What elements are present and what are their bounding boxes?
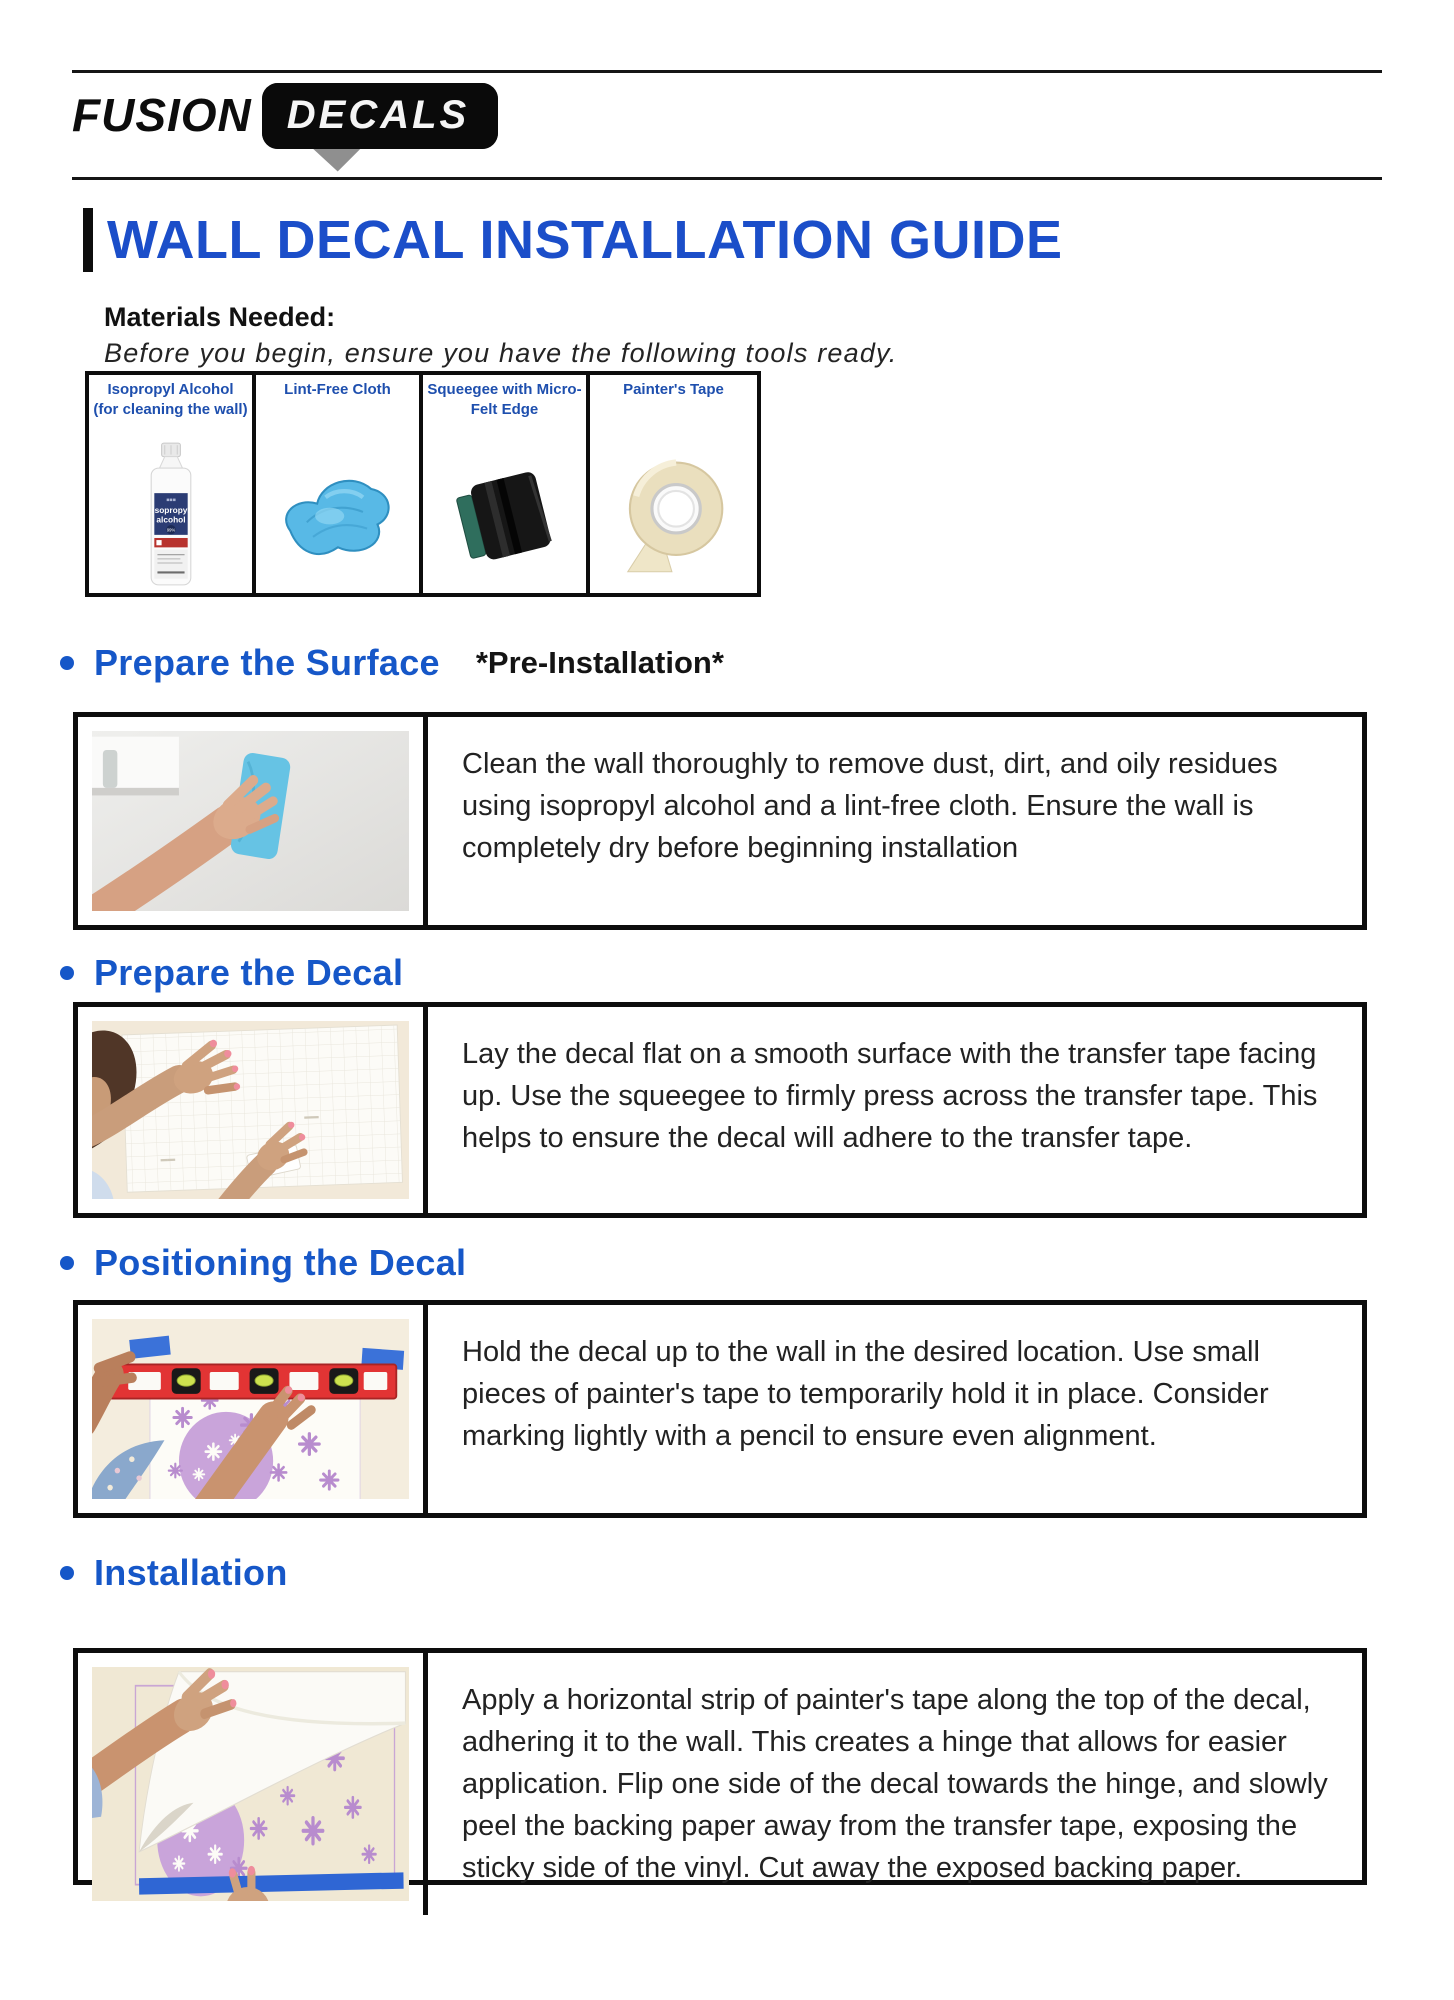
- step-body-text: Hold the decal up to the wall in the desired location. Use small pieces of painter's tape to temporarily hold it in place. Consider marking lightly with a pencil to ensure even alignment.: [462, 1336, 1269, 1452]
- painters-tape-icon: [594, 438, 753, 589]
- squeegee-pressing-photo: [78, 1007, 428, 1213]
- svg-text:alcohol: alcohol: [155, 513, 186, 524]
- material-cell-isopropyl: [89, 375, 256, 593]
- bullet-icon: [60, 966, 74, 980]
- svg-text:isopropyl: isopropyl: [151, 504, 190, 515]
- bullet-icon: [60, 656, 74, 670]
- step-body-text: Apply a horizontal strip of painter's tape along the top of the decal, adhering it to the wall. This creates a hinge that allows for easier application. Flip one side of the decal towards the hinge, and slowly peel the backing paper away from the transfer tape, exposing the sticky side of the vinyl. Cut away the exposed backing paper.: [462, 1684, 1328, 1884]
- alcohol-bottle-icon: [93, 438, 248, 589]
- material-label: Squeegee with Micro-Felt Edge: [427, 381, 582, 418]
- page-title: WALL DECAL INSTALLATION GUIDE: [107, 210, 1063, 270]
- materials-table: [85, 371, 761, 597]
- lint-free-cloth-icon: [260, 438, 415, 589]
- step-row-installation: [73, 1648, 1367, 1885]
- svg-text:99%: 99%: [166, 527, 175, 533]
- logo-fusion-text: FUSION: [72, 89, 252, 141]
- top-divider: [72, 70, 1382, 73]
- materials-heading: Materials Needed:: [104, 302, 336, 332]
- logo-badge: [262, 93, 498, 138]
- step-heading-installation: [60, 1552, 288, 1594]
- step-heading-prepare-surface: [60, 642, 724, 684]
- step-heading-label: Prepare the Surface: [94, 642, 440, 683]
- material-label: Painter's Tape: [623, 381, 724, 398]
- step-row-positioning: [73, 1300, 1367, 1518]
- svg-text:▬▬: ▬▬: [304, 1113, 319, 1124]
- step-body-text: Clean the wall thoroughly to remove dust, dirt, and oily residues using isopropyl alcohol and a lint-free cloth. Ensure the wall is completely dry before beginning installation: [462, 748, 1278, 864]
- step-heading-label: Prepare the Decal: [94, 952, 404, 993]
- step-body-text: Lay the decal flat on a smooth surface with the transfer tape facing up. Use the squeegee to firmly press across the transfer tape. This helps to ensure the decal will adhere to the transfer tape.: [462, 1038, 1318, 1154]
- material-label: Lint-Free Cloth: [284, 381, 391, 398]
- step-heading-prepare-decal: [60, 952, 403, 994]
- page-title-row: [83, 208, 1062, 272]
- logo-bottom-divider: [72, 177, 1382, 180]
- svg-text:■■■: ■■■: [165, 496, 176, 503]
- material-label: Isopropyl Alcohol (for cleaning the wall): [93, 381, 248, 418]
- title-accent-bar: [83, 208, 93, 272]
- svg-text:▬▬: ▬▬: [160, 1156, 176, 1167]
- material-cell-squeegee: [423, 375, 590, 593]
- bullet-icon: [60, 1256, 74, 1270]
- squeegee-icon: [427, 438, 582, 589]
- step-heading-label: Installation: [94, 1552, 288, 1593]
- material-cell-tape: [590, 375, 757, 593]
- step-row-prepare-decal: [73, 1002, 1367, 1218]
- step-row-prepare-surface: [73, 712, 1367, 930]
- material-cell-cloth: [256, 375, 423, 593]
- logo-decals-text: DECALS: [262, 83, 498, 149]
- peel-backing-photo: [78, 1653, 428, 1915]
- step-heading-suffix: *Pre-Installation*: [475, 645, 724, 680]
- wall-cleaning-photo: [78, 717, 428, 925]
- step-heading-label: Positioning the Decal: [94, 1242, 467, 1283]
- fusion-decals-logo: [72, 88, 498, 142]
- level-alignment-photo: [78, 1305, 428, 1513]
- bullet-icon: [60, 1566, 74, 1580]
- materials-subheading: Before you begin, ensure you have the following tools ready.: [104, 338, 898, 368]
- step-heading-positioning: [60, 1242, 466, 1284]
